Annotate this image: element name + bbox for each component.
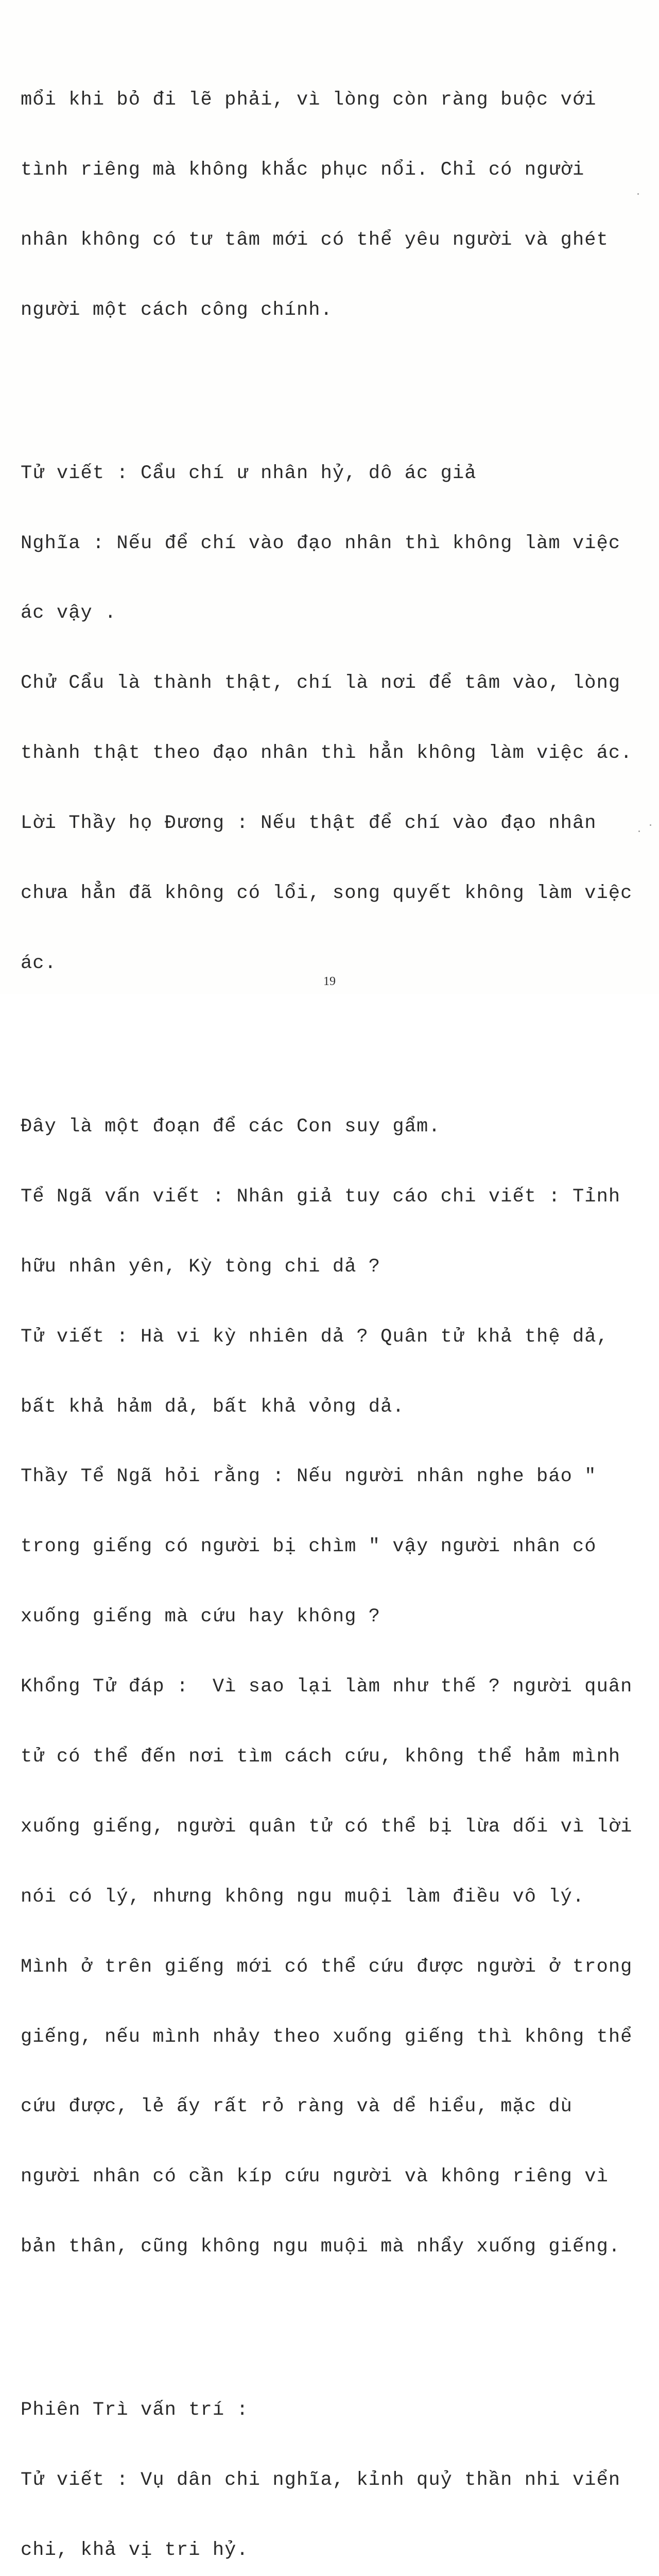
page-number: 19 bbox=[323, 975, 336, 988]
text-line: Chử Cẩu là thành thật, chí là nơi để tâm vào, lòng bbox=[21, 672, 621, 694]
paragraph-gap bbox=[21, 2306, 646, 2329]
scan-speck bbox=[638, 831, 640, 832]
text-line: Phiên Trì vấn trí : bbox=[21, 2399, 249, 2421]
text-line: bất khả hảm dả, bất khả vỏng dả. bbox=[21, 1396, 405, 1418]
text-line: Tể Ngã vấn viết : Nhân giả tuy cáo chi viết : Tỉnh bbox=[21, 1185, 621, 1208]
text-line: Khổng Tử đáp : Vì sao lại làm như thế ? người quân bbox=[21, 1676, 633, 1698]
text-line: người nhân có cần kíp cứu người và không riêng vì bbox=[21, 2166, 609, 2188]
text-line: Tử viết : Vụ dân chi nghĩa, kỉnh quỷ thần nhi viển bbox=[21, 2469, 621, 2492]
text-line: ác vậy . bbox=[21, 602, 117, 624]
text-line: nhân không có tư tâm mới có thể yêu người và ghét bbox=[21, 229, 609, 251]
text-line: xuống giếng, người quân tử có thể bị lừa dối vì lời bbox=[21, 1816, 633, 1838]
text-line: cứu được, lẻ ấy rất rỏ ràng và dể hiểu, mặc dù bbox=[21, 2096, 573, 2118]
text-line: mổi khi bỏ đi lẽ phải, vì lòng còn ràng buộc với bbox=[21, 89, 597, 111]
text-line: giếng, nếu mình nhảy theo xuống giếng thì không thể bbox=[21, 2026, 633, 2048]
body-text bbox=[21, 19, 646, 2576]
text-line: Tử viết : Hà vi kỳ nhiên dả ? Quân tử khả thệ dả, bbox=[21, 1326, 609, 1348]
text-line: Thầy Tể Ngã hỏi rằng : Nếu người nhân nghe báo " bbox=[21, 1466, 597, 1488]
text-line: Tử viết : Cẩu chí ư nhân hỷ, dô ác giả bbox=[21, 462, 477, 484]
text-line: hữu nhân yên, Kỳ tòng chi dả ? bbox=[21, 1256, 381, 1278]
text-line: ác. bbox=[21, 952, 57, 974]
paragraph-gap bbox=[21, 368, 646, 392]
paragraph-gap bbox=[21, 1022, 646, 1045]
text-line: thành thật theo đạo nhân thì hẳn không làm việc ác. bbox=[21, 742, 633, 765]
text-line: chưa hẳn đã không có lổi, song quyết không làm việc bbox=[21, 882, 633, 904]
text-line: bản thân, cũng không ngu muội mà nhẩy xuống giếng. bbox=[21, 2236, 621, 2258]
text-line: Đây là một đoạn để các Con suy gẩm. bbox=[21, 1115, 441, 1138]
text-line: tử có thể đến nơi tìm cách cứu, không thể hảm mình bbox=[21, 1745, 621, 1768]
text-line: chi, khả vị tri hỷ. bbox=[21, 2539, 249, 2562]
scan-speck bbox=[637, 193, 639, 195]
text-line: tình riêng mà không khắc phục nổi. Chỉ có người bbox=[21, 159, 585, 181]
text-line: Nghĩa : Nếu để chí vào đạo nhân thì không làm việc bbox=[21, 532, 621, 554]
text-line: Mình ở trên giếng mới có thể cứu được người ở trong bbox=[21, 1956, 633, 1978]
text-line: nói có lý, nhưng không ngu muội làm điều vô lý. bbox=[21, 1886, 585, 1908]
text-line: trong giếng có người bị chìm " vậy người nhân có bbox=[21, 1536, 597, 1558]
text-line: người một cách công chính. bbox=[21, 299, 333, 321]
text-line: xuống giếng mà cứu hay không ? bbox=[21, 1606, 381, 1628]
scan-speck bbox=[650, 824, 651, 826]
text-line: Lời Thầy họ Đương : Nếu thật để chí vào đạo nhân bbox=[21, 812, 597, 835]
